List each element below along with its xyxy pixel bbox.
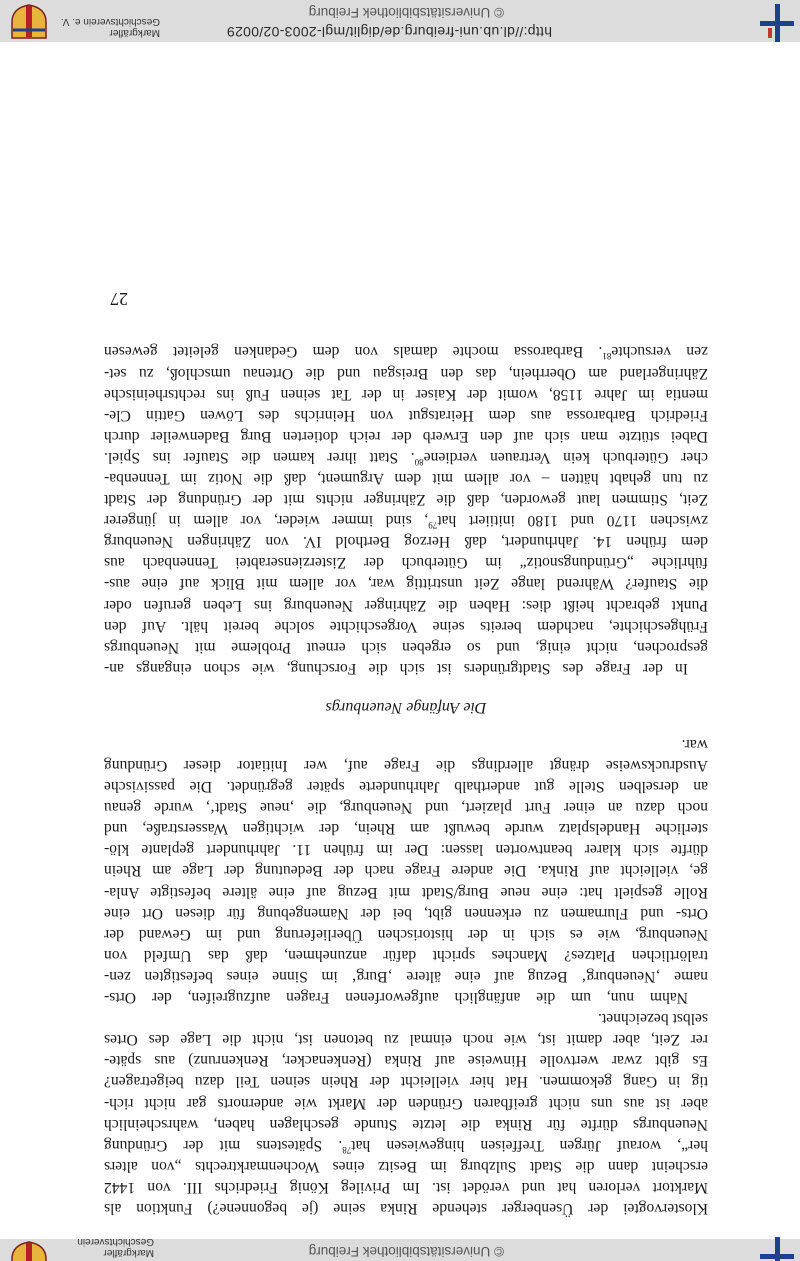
section-heading: Die Anfänge Neuenburgs	[325, 698, 487, 716]
text-line: Friedrich Barbarossa aus dem Heiratsgut von Heinrichs des Löwen Gattin Cle-	[104, 406, 708, 424]
text-line: Punkt gebracht heißt dies: Haben die Zähringer Neuenburg ins Leben gerufen oder	[104, 596, 708, 614]
text-line: gesprochen, nicht einig, und so ergeben sich erneut Probleme mit Neuenburgs	[104, 638, 708, 656]
text-line: an derselben Stelle gut anderthalb Jahrhunderte später gegründet. Die passivische	[104, 778, 708, 796]
coat-of-arms-icon	[10, 1241, 48, 1261]
text-line: Klostervogtei der Üsenberger stehende Rinka seine (je begonnene?) Funktion als	[104, 1200, 708, 1217]
copyright-bottom: © Universitätsbibliothek Freiburg	[308, 5, 504, 20]
top-footer-bar	[0, 1236, 800, 1261]
paragraph-1	[104, 1008, 708, 1219]
footnote-ref: 78	[342, 1144, 352, 1155]
text-line: die Staufer? Während lange Zeit unstrittig war, vor allem mit Blick auf eine aus-	[104, 575, 708, 593]
text-line: tralörtlichen Platzes? Manches spricht dafür anzunehmen, daß das Umfeld von	[104, 946, 708, 964]
text-line: dürfte sich klarer beantworten lassen: Der im frühen 11. Jahrhundert geplante klö-	[104, 841, 708, 859]
text-line: Marktort verloren hat und verödet ist. Im Privileg König Friedrichs III. von 1442	[104, 1178, 708, 1196]
page-content	[104, 281, 708, 1219]
text-line: Zähringerland am Oberrhein, das den Breisgau und die Ortenau umschloß, zu set-	[104, 364, 708, 382]
bottom-footer-bar	[0, 0, 800, 42]
text-line: führliche „Gründungsnotiz“ im Güterbuch der Zisterzienserabtei Tennenbach aus	[104, 554, 708, 572]
copyright-top: © Universitätsbibliothek Freiburg	[308, 1244, 504, 1259]
text-line: Ausdrucksweise drängt allerdings die Frage auf, wer Initiator dieser Gründung	[104, 757, 708, 775]
paragraph-3	[104, 341, 708, 679]
page-number: 27	[110, 289, 128, 310]
text-line: Dabei stützte man sich auf den Erwerb der reich dotierten Burg Badenweiler durch	[104, 427, 708, 445]
text-line: zwischen 1170 und 1180 initiiert hat$^{79}$, sind immer wieder, vor allem in jüngerer	[104, 512, 708, 531]
text-line: In der Frage des Stadtgründers ist sich die Forschung, wie schon eingangs an-	[104, 659, 688, 677]
association-name-bottom: Markgräfler Geschichtsverein e. V.	[60, 16, 160, 38]
text-line: rer Zeit, aber damit ist, wie noch einmal zu betonen ist, nicht die Lage des Ortes	[104, 1031, 708, 1049]
text-line: zu tun gehabt hätten – vor allem mit dem Argument, daß die Notiz im Tennenba-	[104, 470, 708, 487]
document-url[interactable]: http://dl.ub.uni-freiburg.de/diglit/mgl-2003-02/0029	[226, 24, 552, 40]
ub-freiburg-logo-icon	[760, 4, 794, 42]
footnote-ref: 80	[414, 457, 424, 468]
page-number-area	[104, 281, 708, 341]
text-line: Orts- und Flurnamen zu erkennen gibt, bei der Namengebung für diesen Ort eine	[104, 904, 708, 922]
text-line: Rolle gespielt hat: eine neue Burg/Stadt mit Bezug auf eine ältere befestigte Anla-	[104, 883, 708, 901]
text-line: her“, worauf Jürgen Treffeisen hingewiesen hat$^{78}$. Spätestens mit der Gründung	[104, 1136, 708, 1155]
text-line: name ‚Neuenburg‘ Bezug auf eine ältere ‚Burg‘ im Sinne eines befestigten zen-	[104, 967, 708, 985]
text-line: noch dazu an einer Furt plaziert, und Neuenburg, die ‚neue Stadt‘, wurde genau	[104, 799, 708, 817]
text-line: aber ist aus uns nicht greifbaren Gründen der Markt wie andernorts gar nicht rich-	[104, 1094, 708, 1112]
text-line: ge, vielleicht auf Rinka. Die andere Frage nach der Bedeutung der Lage am Rhein	[104, 862, 708, 880]
text-line: Neuenburg, wie es sich in der historischen Überlieferung und im Gewand der	[104, 925, 708, 943]
paragraph-2	[104, 734, 708, 1008]
text-line: cher Güterbuch kein Vertrauen verdiene$^{80}$. Statt ihrer kamen die Staufer ins Spiel.	[104, 448, 708, 468]
text-line: Frühgeschichte, nachdem bereits seine Vorgeschichte solche bereit hält. Auf den	[104, 617, 708, 635]
ub-freiburg-logo-icon	[760, 1237, 794, 1261]
text-line: mentia im Jahre 1158, womit der Kaiser in der Tat seinen Fuß ins rechtsrheinische	[104, 385, 708, 403]
text-line: Zeit, Stimmen laut geworden, daß die Zähringer nichts mit der Gründung der Stadt	[104, 491, 708, 509]
text-line: Nahm nun, um die anfänglich aufgeworfenen Fragen aufzugreifen, der Orts-	[104, 989, 688, 1007]
text-line: selbst bezeichnet.	[598, 1010, 708, 1028]
association-name-top: Markgräfler Geschichtsverein	[77, 1236, 154, 1258]
footnote-ref: 81	[602, 351, 612, 362]
text-line: dem frühen 14. Jahrhundert, daß Herzog Berthold IV. von Zähringen Neuenburg	[104, 533, 708, 551]
text-line: zen versuchte$^{81}$. Barbarossa mochte damals von dem Gedanken geleitet gewesen	[104, 343, 708, 362]
text-line: erscheint dann die Stadt Sulzburg im Besitz eines Wochenmarktrechts „von alters	[104, 1157, 708, 1175]
text-line: Es gibt zwar wertvolle Hinweise auf Rinka (Renkenacker, Renkenrunz) aus späte-	[104, 1052, 708, 1070]
text-line: sterliche Handelsplatz wurde bewußt am Rhein, der wichtigen Wasserstraße, und	[104, 820, 708, 838]
coat-of-arms-icon	[10, 4, 48, 40]
text-line: tig in Gang gekommen. Hat hier vielleicht der Rhein seinen Teil dazu beigetragen?	[104, 1073, 708, 1091]
text-line: Neuenburgs dürfte für Rinka die letzte Stunde geschlagen haben, wahrscheinlich	[104, 1115, 708, 1133]
footnote-ref: 79	[428, 520, 438, 531]
text-line: war.	[681, 735, 708, 753]
